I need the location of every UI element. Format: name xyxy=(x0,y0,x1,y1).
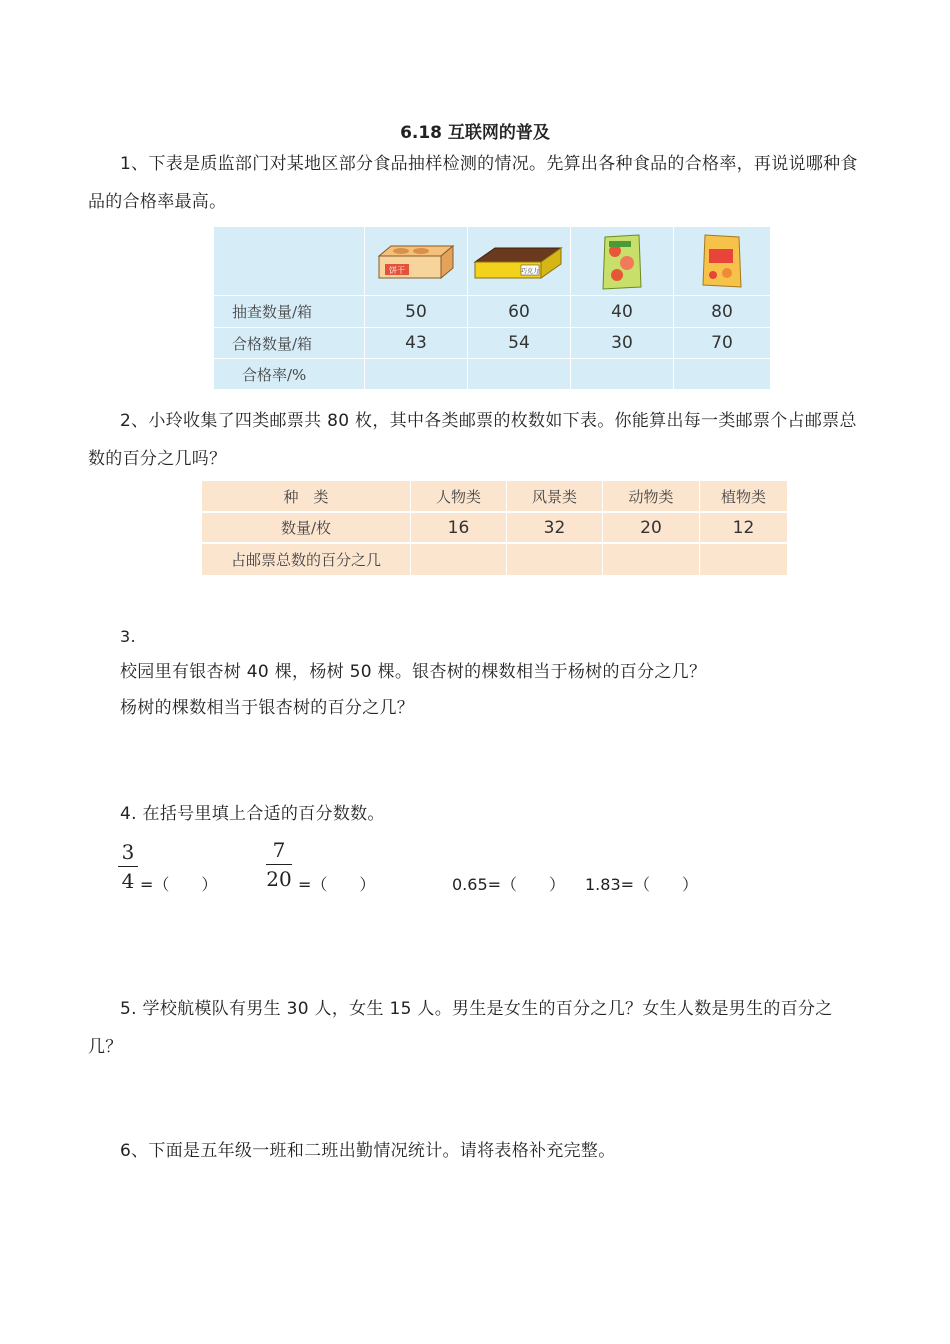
stamp-count-value: 20 xyxy=(640,517,662,538)
rate-answer-cell[interactable] xyxy=(571,359,673,389)
blank-1[interactable]: =（ ） xyxy=(140,875,218,894)
stamp-header-people: 人物类 xyxy=(435,487,481,506)
stamp-percent-answer-cell[interactable] xyxy=(603,544,699,575)
expression-1-83[interactable]: 1.83=（ ） xyxy=(585,875,699,894)
question-3-number: 3. xyxy=(120,627,136,646)
biscuit-box-image xyxy=(365,227,467,295)
blank-2[interactable]: =（ ） xyxy=(298,875,376,894)
sampled-value: 40 xyxy=(611,301,633,322)
snack-bag-image xyxy=(571,227,673,295)
stamp-percent-answer-cell[interactable] xyxy=(507,544,602,575)
question-3-line-2: 杨树的棵数相当于银杏树的百分之几？ xyxy=(120,698,415,718)
qualified-value: 30 xyxy=(611,333,633,353)
chocolate-label: 巧克力 xyxy=(520,268,540,275)
stamp-percent-answer-cell[interactable] xyxy=(411,544,506,575)
rate-answer-cell[interactable] xyxy=(468,359,570,389)
question-6-text: 6、下面是五年级一班和二班出勤情况统计。请将表格补充完整。 xyxy=(120,1141,616,1161)
question-1-text: 1、下表是质监部门对某地区部分食品抽样检测的情况。先算出各种食品的合格率，再说说哪种食品的合格率最高。 xyxy=(88,154,858,212)
stamp-header-animals: 动物类 xyxy=(628,487,674,506)
fraction-numerator: 7 xyxy=(272,838,286,862)
fraction-3-4 xyxy=(118,840,138,893)
question-4-text: 4. 在括号里填上合适的百分数数。 xyxy=(120,804,385,824)
stamp-header-plants: 植物类 xyxy=(720,487,766,506)
stamp-count-table xyxy=(202,481,787,575)
qualified-value: 54 xyxy=(508,333,530,353)
sampled-value: 50 xyxy=(405,301,427,322)
candy-bag-image xyxy=(674,227,770,295)
page-title: 6.18 互联网的普及 xyxy=(400,123,550,143)
food-inspection-table xyxy=(214,227,770,389)
row-label-sampled: 抽查数量/箱 xyxy=(232,303,313,321)
row-label-rate: 合格率/% xyxy=(242,365,307,384)
stamp-count-value: 16 xyxy=(447,517,470,538)
chocolate-box-image xyxy=(468,227,570,295)
fraction-numerator: 3 xyxy=(121,840,135,864)
stamp-header-category: 种 类 xyxy=(283,487,329,506)
biscuit-label: 饼干 xyxy=(389,266,405,275)
stamp-count-label: 数量/枚 xyxy=(280,519,332,537)
fraction-7-20 xyxy=(266,838,292,891)
expression-0-65[interactable]: 0.65=（ ） xyxy=(452,875,566,894)
stamp-header-scenery: 风景类 xyxy=(531,487,577,506)
question-2-text: 2、小玲收集了四类邮票共 80 枚，其中各类邮票的枚数如下表。你能算出每一类邮票个占邮票总数的百分之几吗？ xyxy=(88,411,857,469)
stamp-percent-label: 占邮票总数的百分之几 xyxy=(230,551,381,569)
sampled-value: 80 xyxy=(711,301,733,322)
row-label-qualified: 合格数量/箱 xyxy=(232,334,313,353)
question-3-line-1: 校园里有银杏树 40 棵，杨树 50 棵。银杏树的棵数相当于杨树的百分之几？ xyxy=(120,662,707,682)
fraction-denominator: 4 xyxy=(121,869,135,893)
sampled-value: 60 xyxy=(508,301,530,322)
qualified-value: 43 xyxy=(405,333,427,353)
stamp-count-value: 32 xyxy=(543,517,566,538)
qualified-value: 70 xyxy=(711,333,733,353)
rate-answer-cell[interactable] xyxy=(365,359,467,389)
stamp-percent-answer-cell[interactable] xyxy=(700,544,787,575)
question-5-text: 5. 学校航模队有男生 30 人，女生 15 人。男生是女生的百分之几？女生人数是男生的百分之几？ xyxy=(88,999,833,1057)
fraction-denominator: 20 xyxy=(266,867,292,891)
stamp-count-value: 12 xyxy=(732,517,755,538)
rate-answer-cell[interactable] xyxy=(674,359,770,389)
